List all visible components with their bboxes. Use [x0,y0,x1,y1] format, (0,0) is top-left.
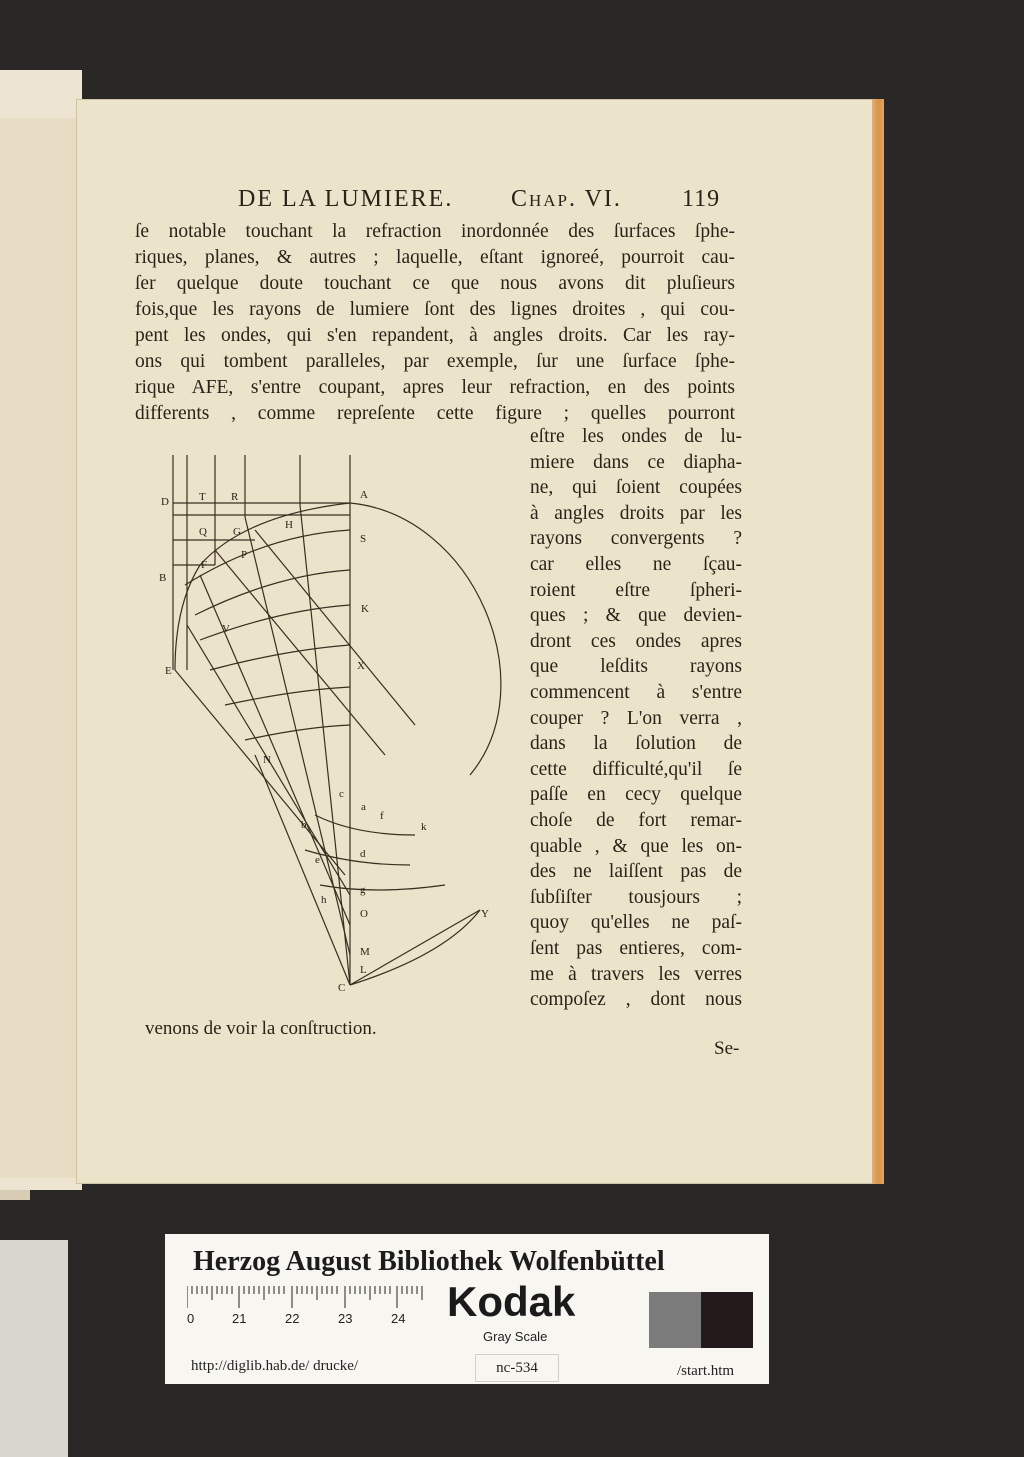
figure-label: C [338,982,346,994]
ruler-number: 21 [232,1311,247,1324]
column-line: roient eſtre ſpheri- [530,580,742,601]
figure-label: g [360,884,366,896]
figure-label: k [421,821,427,833]
refracted-ray [300,505,350,985]
figure-label: K [361,603,369,615]
ruler-ticks [187,1286,422,1308]
figure-label: L [360,964,367,976]
column-line: des ne laiſſent pas de [530,861,742,882]
color-reference-card [165,1234,769,1384]
column-line: ſubſiſter tousjours ; [530,887,742,908]
url-suffix: /start.htm [677,1363,735,1379]
column-line: paſſe en cecy quelque [530,784,742,805]
text-line: ſe notable touchant la refraction inordonnée des ſurfaces ſphe- [135,221,735,242]
figure-label: R [231,491,239,503]
figure-label: T [199,491,206,503]
column-line: me à travers les verres [530,964,742,985]
column-line: ſent pas entieres, com- [530,938,742,959]
column-line: couper ? L'on verra , [530,708,742,729]
figure-label: e [315,854,320,866]
wave-front [195,570,350,615]
catchword: Se- [714,1038,740,1059]
figure-label: B [159,572,167,584]
column-line: ques ; & que devien- [530,605,742,626]
text-line: riques, planes, & autres ; laquelle, eſtant ignoreé, pourroit cau- [135,247,735,268]
text-line: fois,que les rayons de lumiere ſont des lignes droites , qui cou- [135,299,735,320]
figure-label: V [222,623,230,635]
ruler-number: 23 [338,1311,353,1324]
figure-label: a [361,801,366,813]
figure-label: G [233,526,241,538]
gray-swatch-mid [649,1292,701,1348]
figure-label: S [360,533,367,545]
ruler-number: 24 [391,1311,406,1324]
shelf-label-strip [0,1240,68,1457]
ruler-number: 0 [187,1311,195,1324]
figure-label: f [380,810,384,822]
figure-label: N [263,754,271,766]
kodak-logo: Kodak [447,1278,576,1325]
figure-label: Q [199,526,207,538]
figure-label: d [360,848,366,860]
figure-label: A [360,489,368,501]
column-line: rayons convergents ? [530,528,742,549]
column-line: quoy qu'elles ne paſ- [530,912,742,933]
shelfmark-box: nc-534 [475,1354,559,1382]
column-line: miere dans ce diapha- [530,452,742,473]
gray-swatch-dark [701,1292,753,1348]
column-line: dans la ſolution de [530,733,742,754]
page-fore-edge [872,99,884,1184]
column-line: dront ces ondes apres [530,631,742,652]
figure-label: F [201,559,208,571]
running-title: DE LA LUMIERE. [238,186,454,212]
text-line: pent les ondes, qui s'en repandent, à angles droits. Car les ray- [135,325,735,346]
refracted-ray [255,755,350,985]
figure-label: E [165,665,172,677]
column-line: quable , & que les on- [530,836,742,857]
digital-library-url: http://diglib.hab.de/ drucke/ [191,1358,359,1374]
column-line: choſe de fort remar- [530,810,742,831]
outer-arc [350,503,501,775]
figure-label: h [321,894,327,906]
text-line: differents , comme repreſente cette figure ; quelles pourront [135,403,735,424]
figure-label: Y [481,908,489,920]
column-line: ne, qui ſoient coupées [530,477,742,498]
lower-wave [320,885,445,890]
refracted-ray [215,550,385,755]
figure-lines [173,455,501,985]
column-line: cette difficulté,qu'il ſe [530,759,742,780]
column-line: compoſez , dont nous [530,989,742,1010]
column-line: car elles ne ſçau- [530,554,742,575]
figure-label: M [360,946,370,958]
column-line: à angles droits par les [530,503,742,524]
figure-label: H [285,519,293,531]
figure-label: P [241,549,248,561]
text-line: ſer quelque doute touchant ce que nous avons dit pluſieurs [135,273,735,294]
column-line: commencent à s'entre [530,682,742,703]
text-line: rique AFE, s'entre coupant, apres leur refraction, en des points [135,377,735,398]
facing-page-text-area [0,118,82,1178]
refraction-diagram [155,455,525,1000]
measurement-ruler [187,1286,425,1324]
page-number: 119 [682,186,721,212]
column-line: que leſdits rayons [530,656,742,677]
figure-label: X [357,660,365,672]
refraction-figure [155,455,525,1000]
text-line: ons qui tombent paralleles, par exemple, ſur une ſurface ſphe- [135,351,735,372]
lower-wave [315,815,415,835]
text-line-final: venons de voir la conſtruction. [145,1018,377,1039]
figure-label: D [161,496,169,508]
library-name: Herzog August Bibliothek Wolfenbüttel [193,1246,665,1277]
running-header [238,186,758,216]
figure-label: b [301,819,307,831]
figure-label: c [339,788,344,800]
wave-front [185,530,350,585]
gray-scale-label: Gray Scale [483,1329,548,1344]
column-line: eſtre les ondes de lu- [530,426,742,447]
chapter-label: Chap. VI. [511,186,622,212]
ruler-number: 22 [285,1311,300,1324]
figure-label: O [360,908,368,920]
